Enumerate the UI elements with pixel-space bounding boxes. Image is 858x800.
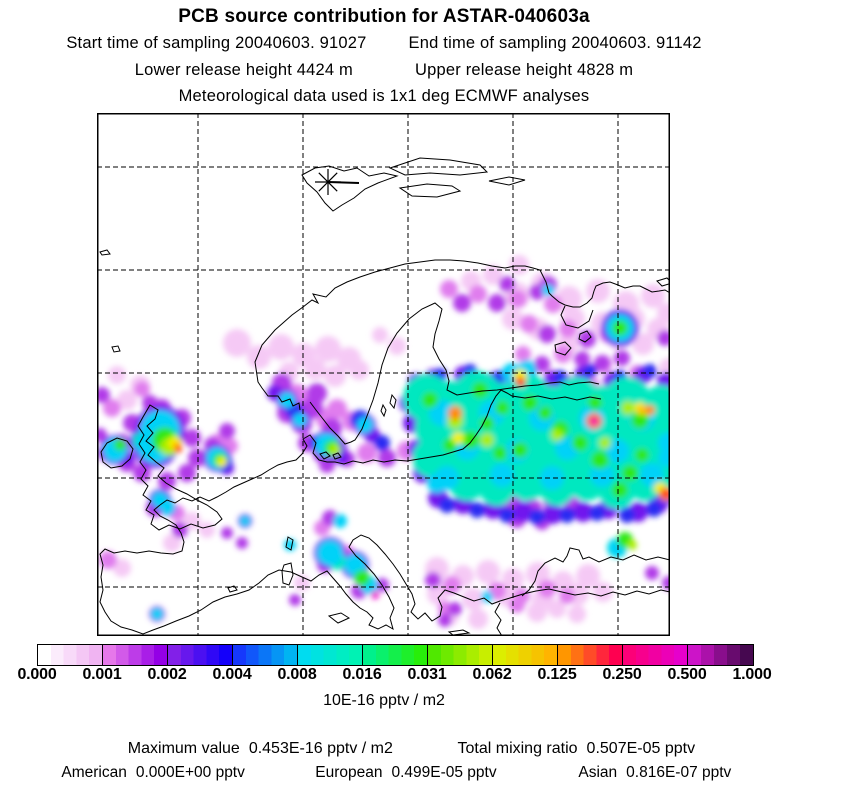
field-blob: [512, 442, 528, 458]
field-blob: [333, 514, 347, 528]
field-blob: [217, 457, 227, 467]
european-number: 0.499E-05 pptv: [391, 764, 497, 781]
field-blob: [622, 465, 638, 481]
field-blob: [354, 570, 370, 586]
coastline-turkey-west: [495, 603, 502, 636]
island-gotland: [390, 395, 396, 408]
field-blob: [452, 432, 464, 444]
field-blob: [448, 602, 462, 616]
max-value-label: Maximum value: [127, 740, 240, 757]
field-blob: [591, 451, 609, 469]
colorbar-unit-label: [0, 692, 768, 710]
release-location-marker: [315, 169, 359, 195]
field-blob: [223, 329, 251, 357]
field-blob: [372, 327, 388, 343]
colorbar-tick-label: 0.016: [342, 666, 382, 683]
american-label: American: [61, 764, 127, 781]
field-blob: [268, 334, 294, 360]
field-blob: [327, 399, 347, 419]
island-sicily: [329, 613, 349, 623]
field-blob: [544, 295, 562, 313]
colorbar-tick-label: 0.062: [472, 666, 512, 683]
field-blob: [578, 330, 596, 348]
colorbar-segment: [623, 645, 688, 665]
field-blob: [443, 576, 461, 594]
field-blob: [151, 608, 163, 620]
field-blob: [612, 482, 628, 498]
colorbar-tick-labels: [17, 666, 772, 686]
met-data-line: [0, 87, 858, 106]
european-label: European: [315, 764, 383, 781]
field-blob: [527, 602, 547, 622]
field-blob: [490, 463, 514, 487]
field-blob: [422, 392, 438, 408]
total-mixing-label: Total mixing ratio: [457, 740, 578, 757]
colorbar-tick-label: 0.500: [667, 666, 707, 683]
island-crete: [449, 630, 469, 635]
field-blob: [176, 446, 182, 452]
colorbar-tick-label: 0.250: [602, 666, 642, 683]
field-blob: [469, 502, 485, 518]
field-blob: [134, 381, 150, 397]
colorbar-segment: [363, 645, 428, 665]
field-blob: [645, 566, 659, 580]
asian-label: Asian: [578, 764, 618, 781]
field-blob: [374, 435, 390, 451]
lower-release-text: Lower release height 4424 m: [134, 61, 353, 79]
field-blob: [540, 466, 564, 490]
field-blob: [114, 439, 126, 451]
field-blob: [293, 413, 307, 427]
title-text: PCB source contribution for ASTAR-040603a: [178, 6, 590, 27]
field-blob: [509, 465, 545, 501]
field-blob: [520, 315, 538, 333]
field-blob: [646, 501, 662, 517]
field-blob: [468, 609, 488, 629]
field-blob: [427, 473, 447, 493]
field-blob: [591, 419, 597, 425]
field-blob: [357, 417, 373, 433]
field-blob: [657, 330, 673, 346]
field-blob: [515, 346, 531, 362]
field-blob: [621, 401, 635, 415]
field-blob: [469, 285, 487, 303]
spacer: [367, 34, 409, 53]
colorbar-segment: [428, 645, 493, 665]
star-east-ray: [328, 182, 359, 183]
field-blob: [599, 437, 611, 449]
field-blob: [538, 325, 556, 343]
met-data-text: Meteorological data used is 1x1 deg ECMWF analyses: [178, 87, 590, 105]
field-blob: [221, 527, 233, 539]
field-blob: [219, 423, 235, 439]
field-blob: [658, 449, 676, 467]
field-blob: [635, 448, 649, 462]
colorbar-segment: [103, 645, 168, 665]
field-blob: [378, 449, 396, 467]
field-blob: [480, 433, 494, 447]
field-blob: [425, 572, 441, 588]
colorbar-segment: [298, 645, 363, 665]
colorbar-tick-label: 0.004: [212, 666, 252, 683]
field-blob: [657, 303, 677, 323]
colorbar-tick-label: 0.125: [537, 666, 577, 683]
field-blob: [619, 507, 635, 523]
island-svalbard-east: [489, 177, 525, 185]
colorbar-tick-label: 0.001: [82, 666, 122, 683]
field-blob: [495, 401, 509, 415]
field-blob: [589, 505, 605, 521]
islet-jan-mayen: [100, 250, 110, 255]
colorbar-segment: [558, 645, 623, 665]
asian-contribution-stat: [562, 746, 731, 800]
field-blob: [178, 464, 196, 482]
field-blob: [304, 358, 326, 380]
field-blob: [439, 497, 455, 513]
europe-map: [97, 113, 670, 636]
release-heights-line: [0, 61, 768, 80]
colorbar: [37, 644, 754, 666]
field-blob: [388, 337, 406, 355]
field-blob: [583, 364, 597, 378]
colorbar-tick-label: 1.000: [732, 666, 772, 683]
max-value-number: 0.453E-16 pptv / m2: [248, 740, 393, 757]
field-blob: [538, 406, 552, 420]
american-contribution-stat: [45, 746, 245, 800]
map-panel: [97, 113, 670, 636]
field-blob: [476, 560, 500, 584]
field-blob: [481, 591, 493, 603]
island-sardinia: [282, 563, 293, 585]
field-blob: [94, 387, 110, 403]
total-mixing-number: 0.507E-05 pptv: [586, 740, 696, 757]
field-blob: [199, 522, 215, 538]
field-blob: [324, 365, 346, 387]
end-time-text: End time of sampling 20040603. 91142: [408, 34, 702, 52]
field-blob: [240, 516, 250, 526]
island-oland: [381, 405, 386, 416]
field-blob: [108, 366, 126, 384]
colorbar-segment: [233, 645, 298, 665]
field-blob: [568, 605, 586, 623]
islet-faroe: [112, 346, 120, 352]
field-blob: [371, 591, 379, 599]
sampling-times-line: [0, 34, 768, 53]
field-blob: [612, 320, 628, 336]
colorbar-segment: [38, 645, 103, 665]
colorbar-tick-label: 0.002: [147, 666, 187, 683]
concentration-field-clip: [93, 255, 683, 629]
field-blob: [247, 345, 271, 369]
colorbar-segment: [168, 645, 233, 665]
field-blob: [289, 594, 301, 606]
asian-number: 0.816E-07 pptv: [626, 764, 732, 781]
field-blob: [472, 382, 488, 398]
field-blob: [559, 588, 575, 604]
field-blob: [529, 509, 545, 525]
colorbar-tick-label: 0.000: [17, 666, 57, 683]
colorbar-segment: [688, 645, 753, 665]
start-time-text: Start time of sampling 20040603. 91027: [66, 34, 367, 52]
field-blob: [509, 290, 527, 308]
colorbar-segment: [493, 645, 558, 665]
field-blob: [448, 406, 462, 420]
unit-text: 10E-16 pptv / m2: [323, 692, 445, 709]
upper-release-text: Upper release height 4828 m: [415, 61, 634, 79]
spacer: [353, 61, 415, 80]
page-title: [0, 6, 828, 28]
field-blob: [317, 540, 343, 566]
european-contribution-stat: [298, 746, 497, 800]
field-blob: [307, 383, 327, 403]
field-blob: [627, 540, 637, 550]
field-blob: [509, 255, 529, 275]
field-blob: [572, 435, 588, 451]
american-number: 0.000E+00 pptv: [135, 764, 245, 781]
field-blob: [593, 582, 613, 602]
field-blob: [645, 405, 655, 415]
field-blob: [349, 360, 369, 380]
colorbar-tick-label: 0.031: [407, 666, 447, 683]
field-blob: [643, 364, 657, 378]
field-blob: [480, 416, 494, 430]
concentration-field: [93, 255, 683, 629]
field-blob: [236, 537, 248, 549]
field-blob: [551, 429, 563, 441]
island-edgeoya: [400, 184, 460, 197]
field-blob: [488, 294, 506, 312]
field-blob: [509, 597, 525, 613]
field-blob: [641, 284, 665, 308]
field-blob: [614, 350, 630, 366]
field-blob: [453, 294, 471, 312]
colorbar-tick-label: 0.008: [277, 666, 317, 683]
field-blob: [559, 507, 575, 523]
field-blob: [559, 320, 577, 338]
field-blob: [493, 446, 507, 460]
field-blob: [440, 280, 458, 298]
island-spitsbergen: [302, 166, 397, 211]
